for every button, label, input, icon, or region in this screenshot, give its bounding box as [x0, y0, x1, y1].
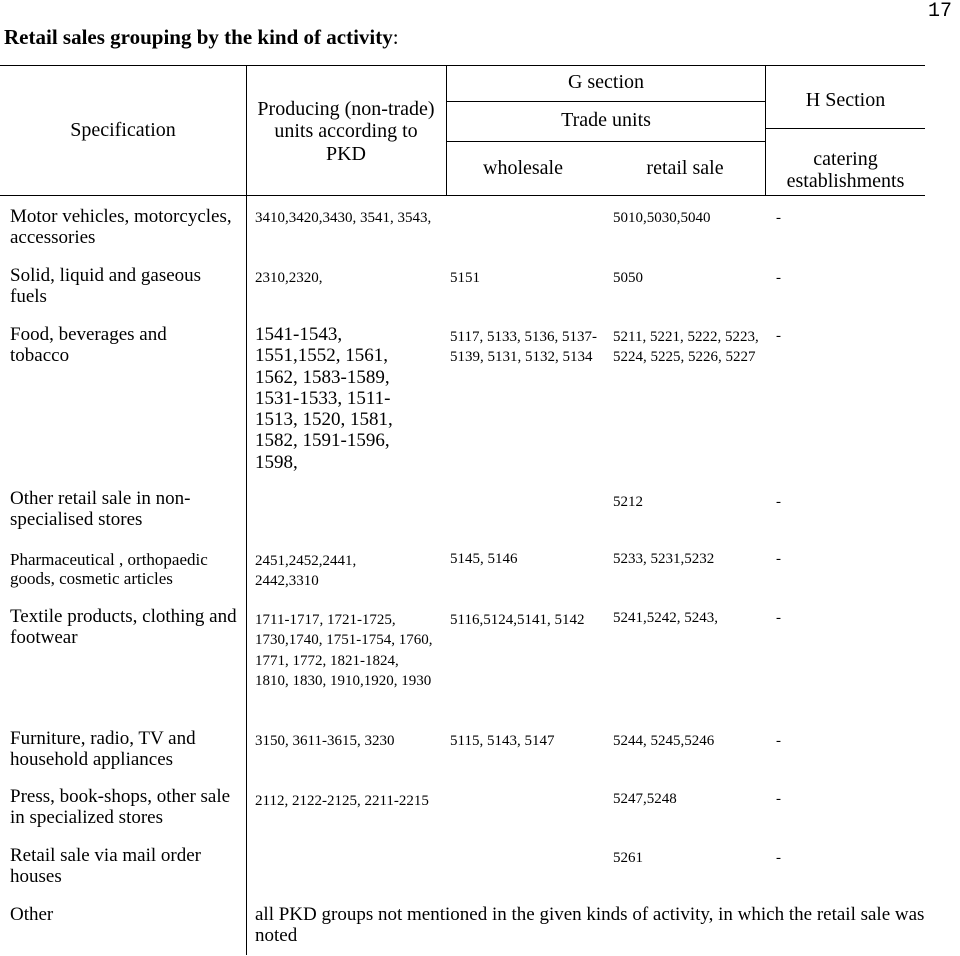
- row-motor-retail: 5010,5030,5040: [613, 210, 711, 226]
- row-textile-retail: 5241,5242, 5243,: [613, 610, 718, 626]
- row-other-note: all PKD groups not mentioned in the given kinds of activity, in which the retail sale was noted: [255, 904, 925, 947]
- page-title: [4, 25, 399, 50]
- row-fuels-wholesale: 5151: [450, 270, 480, 286]
- row-furniture-wholesale: 5115, 5143, 5147: [450, 733, 555, 749]
- row-furniture-spec: Furniture, radio, TV and household appliances: [10, 728, 196, 771]
- row-fuels-producing: 2310,2320,: [255, 270, 323, 286]
- row-press-catering: -: [776, 791, 781, 807]
- row-other-spec: Other: [10, 904, 54, 925]
- row-nonspecialised-spec: Other retail sale in non-specialised stores: [10, 488, 191, 531]
- rule-g-section: [447, 101, 765, 102]
- row-food-producing: 1541-1543, 1551,1552, 1561, 1562, 1583-1589, 1531-1533, 1511-1513, 1520, 1581, 1582, 1591-1596, 1598,: [255, 324, 393, 473]
- header-wholesale: wholesale: [483, 157, 563, 179]
- header-retail-sale: retail sale: [646, 157, 724, 179]
- header-g-section: G section: [567, 71, 645, 93]
- rule-h-section: [766, 128, 925, 129]
- rule-col-producing: [246, 65, 247, 955]
- row-pharma-producing: 2451,2452,2441, 2442,3310: [255, 553, 357, 590]
- rule-trade-units: [447, 141, 765, 142]
- row-nonspecialised-catering: -: [776, 494, 781, 510]
- row-pharma-catering: -: [776, 551, 781, 567]
- row-motor-producing: 3410,3420,3430, 3541, 3543,: [255, 210, 432, 226]
- header-specification: Specification: [70, 119, 176, 141]
- row-food-catering: -: [776, 328, 781, 344]
- row-mail-order-spec: Retail sale via mail order houses: [10, 845, 201, 888]
- row-motor-spec: Motor vehicles, motorcycles, accessories: [10, 206, 232, 249]
- row-mail-order-catering: -: [776, 850, 781, 866]
- row-nonspecialised-retail: 5212: [613, 494, 643, 510]
- row-fuels-retail: 5050: [613, 270, 643, 286]
- row-textile-producing: 1711-1717, 1721-1725, 1730,1740, 1751-1754, 1760, 1771, 1772, 1821-1824, 1810, 1830, 1910,1920, 1930: [255, 612, 433, 689]
- row-pharma-retail: 5233, 5231,5232: [613, 551, 715, 567]
- row-textile-catering: -: [776, 610, 781, 626]
- row-textile-spec: Textile products, clothing and footwear: [10, 606, 237, 649]
- rule-header-bottom: [0, 195, 925, 196]
- row-press-producing: 2112, 2122-2125, 2211-2215: [255, 793, 429, 809]
- page-number: 17: [927, 0, 952, 23]
- rule-top: [0, 65, 925, 66]
- header-trade-units: Trade units: [561, 109, 651, 131]
- page-title-bold: Retail sales grouping by the kind of activity: [4, 25, 393, 49]
- row-pharma-wholesale: 5145, 5146: [450, 551, 518, 567]
- row-fuels-catering: -: [776, 270, 781, 286]
- row-press-spec: Press, book-shops, other sale in specialized stores: [10, 786, 231, 829]
- header-catering: catering establishments: [786, 148, 905, 193]
- row-motor-catering: -: [776, 210, 781, 226]
- header-h-section: H Section: [805, 89, 886, 111]
- row-food-spec: Food, beverages and tobacco: [10, 324, 167, 367]
- row-textile-wholesale: 5116,5124,5141, 5142: [450, 612, 585, 628]
- row-pharma-spec: Pharmaceutical , orthopaedic goods, cosmetic articles: [10, 550, 208, 589]
- row-food-retail: 5211, 5221, 5222, 5223, 5224, 5225, 5226, 5227: [613, 329, 759, 365]
- row-mail-order-retail: 5261: [613, 850, 643, 866]
- row-furniture-producing: 3150, 3611-3615, 3230: [255, 733, 395, 749]
- page-title-colon: :: [392, 25, 399, 49]
- row-furniture-retail: 5244, 5245,5246: [613, 733, 715, 749]
- row-furniture-catering: -: [776, 733, 781, 749]
- row-press-retail: 5247,5248: [613, 791, 677, 807]
- row-fuels-spec: Solid, liquid and gaseous fuels: [10, 265, 202, 308]
- row-food-wholesale: 5117, 5133, 5136, 5137-5139, 5131, 5132, 5134: [450, 329, 597, 365]
- header-producing: Producing (non-trade) units according to PKD: [257, 98, 435, 165]
